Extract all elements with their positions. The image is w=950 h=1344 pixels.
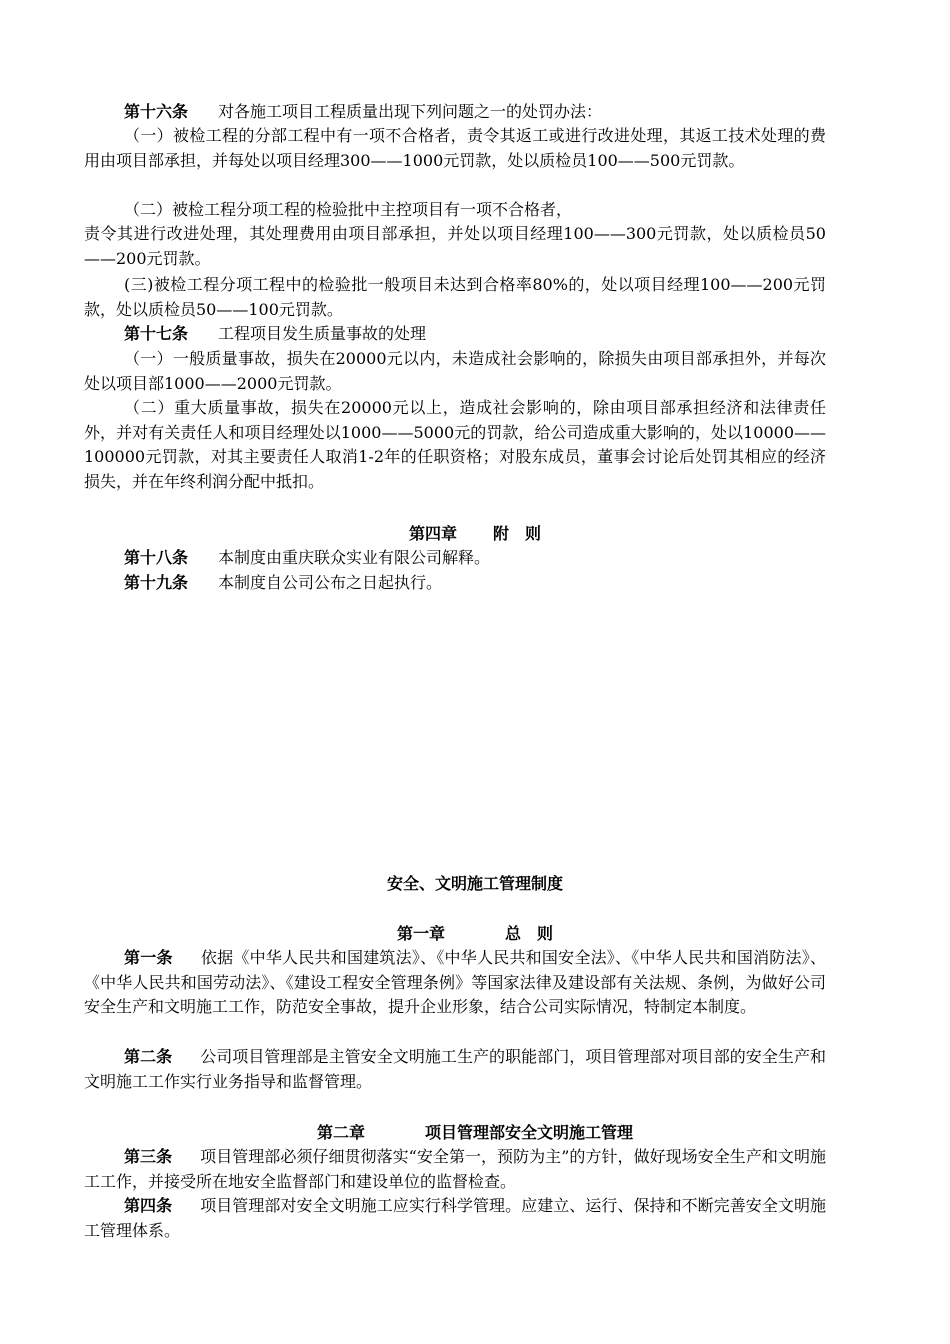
chapter-2-heading [84, 1121, 866, 1145]
article-3 [84, 1145, 826, 1194]
article-label: 第三条 [124, 1147, 173, 1166]
article-label: 第十七条 [124, 324, 189, 343]
article-label: 第十六条 [124, 102, 189, 121]
article-18 [84, 546, 826, 571]
article-19 [84, 571, 826, 596]
chapter-1-heading [84, 922, 866, 946]
article-1 [84, 946, 826, 1020]
article-4 [84, 1194, 826, 1243]
article-text: 项目管理部对安全文明施工应实行科学管理。应建立、运行、保持和不断完善安全文明施工管理体系。 [84, 1196, 826, 1240]
article-text: 对各施工项目工程质量出现下列问题之一的处罚办法： [218, 102, 603, 121]
chapter-title: 项目管理部安全文明施工管理 [425, 1123, 634, 1142]
article-17-item-1: （一）一般质量事故，损失在20000元以内，未造成社会影响的，除损失由项目部承担外，并每次处以项目部1000——2000元罚款。 [84, 349, 826, 393]
chapter-4-heading [84, 522, 866, 546]
article-label: 第二条 [124, 1047, 173, 1066]
article-17-item-2: （二）重大质量事故，损失在20000元以上，造成社会影响的，除由项目部承担经济和法律责任外，并对有关责任人和项目经理处以1000——5000元的罚款，给公司造成重大影响的，处以10000——100000元罚款，对其主要责任人取消1-2年的任职资格；对股东成员，董事会讨论后处罚其相应的经济损失，并在年终利润分配中抵扣。 [84, 398, 826, 491]
article-16-item-2: （二）被检工程分项工程的检验批中主控项目有一项不合格者， [124, 200, 573, 219]
article-16-item-3: (三)被检工程分项工程中的检验批一般项目未达到合格率80%的，处以项目经理100——200元罚款，处以质检员50——100元罚款。 [84, 275, 826, 319]
article-label: 第十九条 [124, 573, 189, 592]
article-text: 本制度由重庆联众实业有限公司解释。 [218, 548, 491, 567]
chapter-number: 第四章 [408, 524, 457, 543]
article-label: 第四条 [124, 1196, 173, 1215]
article-label: 第一条 [124, 948, 173, 967]
article-2 [84, 1045, 826, 1094]
article-text: 项目管理部必须仔细贯彻落实“安全第一，预防为主”的方针，做好现场安全生产和文明施工工作，并接受所在地安全监督部门和建设单位的监督检查。 [84, 1147, 826, 1191]
article-16 [84, 100, 826, 125]
article-16-item-2-cont: 责令其进行改进处理，其处理费用由项目部承担，并处以项目经理100——300元罚款，处以质检员50——200元罚款。 [84, 224, 826, 268]
article-16-item-1: （一）被检工程的分部工程中有一项不合格者，责令其返工或进行改进处理，其返工技术处理的费用由项目部承担，并每处以项目经理300——1000元罚款，处以质检员100——500元罚款。 [84, 126, 826, 170]
article-text: 依据《中华人民共和国建筑法》、《中华人民共和国安全法》、《中华人民共和国消防法》、《中华人民共和国劳动法》、《建设工程安全管理条例》等国家法律及建设部有关法规、条例，为做好公司安全生产和文明施工工作，防范安全事故，提升企业形象，结合公司实际情况，特制定本制度。 [84, 948, 826, 1016]
article-label: 第十八条 [124, 548, 189, 567]
chapter-number: 第二章 [316, 1123, 365, 1142]
chapter-title: 附 则 [493, 524, 542, 543]
article-17 [84, 322, 826, 347]
article-text: 工程项目发生质量事故的处理 [218, 324, 427, 343]
document-title: 安全、文明施工管理制度 [386, 874, 563, 893]
article-text: 公司项目管理部是主管安全文明施工生产的职能部门，项目管理部对项目部的安全生产和文明施工工作实行业务指导和监督管理。 [84, 1047, 826, 1091]
chapter-title: 总 则 [505, 924, 554, 943]
chapter-number: 第一章 [396, 924, 445, 943]
article-text: 本制度自公司公布之日起执行。 [218, 573, 443, 592]
